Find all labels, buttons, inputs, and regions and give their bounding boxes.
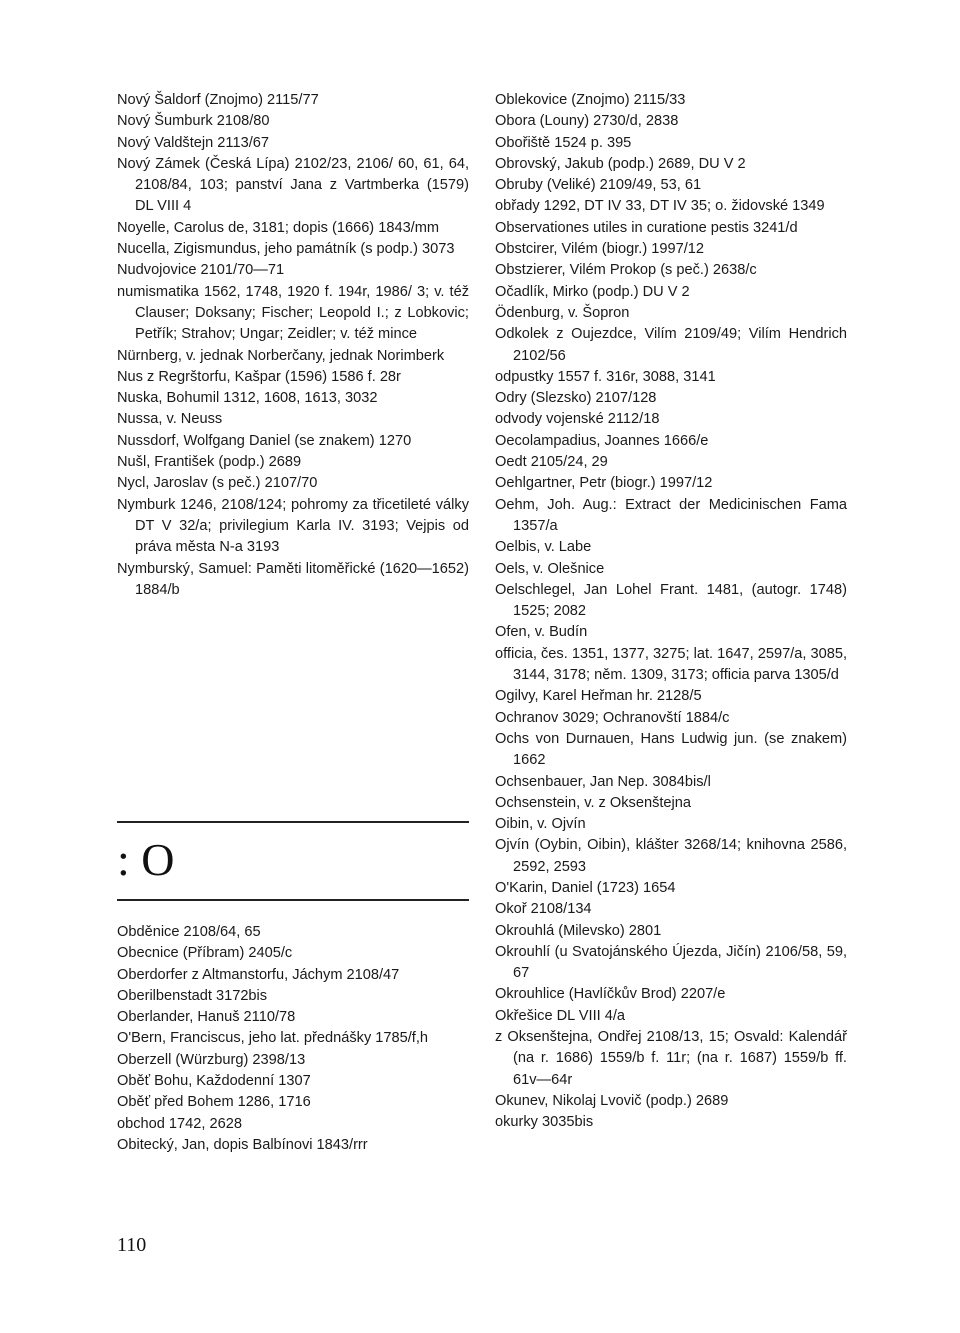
index-entry: Očadlík, Mirko (podp.) DU V 2: [495, 283, 690, 300]
index-entry: Odry (Slezsko) 2107/128: [495, 390, 657, 407]
index-entry: Nussa, v. Neuss: [117, 411, 223, 428]
section-rule-bottom: [117, 899, 469, 901]
index-entry: obchod 1742, 2628: [117, 1115, 242, 1132]
index-entry: Obděnice 2108/64, 65: [117, 924, 261, 940]
index-entry: Ogilvy, Karel Heřman hr. 2128/5: [495, 688, 702, 705]
index-entry: Nus z Regrštorfu, Kašpar (1596) 1586 f. 28r: [117, 368, 401, 385]
index-entry: obřady 1292, DT IV 33, DT IV 35; o. židovské 1349: [495, 198, 825, 215]
index-entry: Okrouhlice (Havlíčkův Brod) 2207/e: [495, 986, 726, 1003]
index-entry: officia, čes. 1351, 1377, 3275; lat. 1647, 2597/a, 3085, 3144, 3178; něm. 1309, 3173; officia parva 1305/d: [495, 645, 847, 684]
index-entry: okurky 3035bis: [495, 1114, 594, 1131]
index-entry: Ochranov 3029; Ochranovští 1884/c: [495, 709, 730, 726]
index-entry: Nový Šumburk 2108/80: [117, 113, 270, 130]
o-section-entries: [117, 922, 469, 1156]
page-number: 110: [117, 1234, 147, 1256]
index-entry: Oels, v. Olešnice: [495, 560, 605, 577]
index-entry: Obořiště 1524 p. 395: [495, 134, 632, 151]
index-entry: Oelschlegel, Jan Lohel Frant. 1481, (autogr. 1748) 1525; 2082: [495, 581, 847, 620]
index-entry: Nymburk 1246, 2108/124; pohromy za třicetileté války DT V 32/a; privilegium Karla IV. 3193; Vejpis od práva města N-a 3193: [117, 496, 469, 556]
index-entry: Okoř 2108/134: [495, 901, 592, 918]
index-entry: Oberzell (Würzburg) 2398/13: [117, 1051, 306, 1068]
index-entry: Ojvín (Oybin, Oibin), klášter 3268/14; knihovna 2586, 2592, 2593: [495, 837, 847, 875]
index-entry: Nový Zámek (Česká Lípa) 2102/23, 2106/ 60, 61, 64, 2108/84, 103; panství Jana z Vartmberka (1579) DL VIII 4: [117, 155, 469, 215]
index-entry: Noyelle, Carolus de, 3181; dopis (1666) 1843/mm: [117, 219, 440, 236]
index-entry: Obora (Louny) 2730/d, 2838: [495, 113, 679, 130]
index-entry: Obstcirer, Vilém (biogr.) 1997/12: [495, 241, 705, 258]
index-entry: Okřešice DL VIII 4/a: [495, 1007, 626, 1024]
index-entry: Odkolek z Oujezdce, Vilím 2109/49; Vilím Hendrich 2102/56: [495, 326, 847, 364]
index-entry: Nudvojovice 2101/70—71: [117, 262, 285, 279]
index-entry: Oehlgartner, Petr (biogr.) 1997/12: [495, 475, 713, 492]
index-entry: Oecolampadius, Joannes 1666/e: [495, 432, 709, 449]
index-entry: Oběť Bohu, Každodenní 1307: [117, 1073, 311, 1090]
index-entry: Ochsenstein, v. z Oksenštejna: [495, 794, 692, 811]
index-entry: Nucella, Zigismundus, jeho památník (s podp.) 3073: [117, 241, 455, 258]
index-entry: Oehm, Joh. Aug.: Extract der Medicinischen Fama 1357/a: [495, 496, 847, 534]
index-entry: Oberlander, Hanuš 2110/78: [117, 1009, 296, 1026]
index-entry: O'Karin, Daniel (1723) 1654: [495, 879, 676, 896]
index-entry: Ochsenbauer, Jan Nep. 3084bis/l: [495, 773, 711, 790]
index-entry: Ödenburg, v. Šopron: [495, 304, 630, 321]
index-entry: Nový Šaldorf (Znojmo) 2115/77: [117, 92, 319, 108]
left-index-column: [117, 90, 469, 601]
index-entry: Oedt 2105/24, 29: [495, 454, 608, 471]
index-entry: Obrovský, Jakub (podp.) 2689, DU V 2: [495, 155, 746, 172]
index-entry: Nycl, Jaroslav (s peč.) 2107/70: [117, 475, 318, 492]
index-entry: Oběť před Bohem 1286, 1716: [117, 1094, 311, 1111]
index-entry: z Oksenštejna, Ondřej 2108/13, 15; Osvald: Kalendář (na r. 1686) 1559/b f. 11r; (na r. 1687) 1559/b ff. 61v—64r: [495, 1029, 847, 1088]
index-entry: Oelbis, v. Labe: [495, 539, 592, 556]
index-entry: Nový Valdštejn 2113/67: [117, 134, 269, 151]
index-entry: Nürnberg, v. jednak Norberčany, jednak Norimberk: [117, 347, 445, 364]
index-entry: Nuska, Bohumil 1312, 1608, 1613, 3032: [117, 390, 378, 407]
index-entry: Okunev, Nikolaj Lvovič (podp.) 2689: [495, 1092, 729, 1109]
index-entry: Okrouhlá (Milevsko) 2801: [495, 922, 662, 939]
index-entry: Nušl, František (podp.) 2689: [117, 454, 302, 471]
index-entry: Okrouhlí (u Svatojánského Újezda, Jičín) 2106/58, 59, 67: [495, 943, 847, 982]
index-entry: Ochs von Durnauen, Hans Ludwig jun. (se znakem) 1662: [495, 730, 847, 769]
index-entry: Nymburský, Samuel: Paměti litoměřické (1620—1652) 1884/b: [117, 560, 469, 598]
index-entry: Nussdorf, Wolfgang Daniel (se znakem) 1270: [117, 432, 412, 449]
section-header-o: [117, 821, 469, 899]
index-entry: odpustky 1557 f. 316r, 3088, 3141: [495, 368, 716, 385]
index-entry: Observationes utiles in curatione pestis 3241/d: [495, 219, 798, 236]
index-entry: Oibin, v. Ojvín: [495, 816, 586, 833]
index-entry: Obitecký, Jan, dopis Balbínovi 1843/rrr: [117, 1136, 368, 1153]
index-entry: Oblekovice (Znojmo) 2115/33: [495, 92, 686, 108]
section-letter: : O: [117, 834, 175, 885]
index-entry: Oberdorfer z Altmanstorfu, Jáchym 2108/47: [117, 966, 400, 983]
index-entry: Obruby (Veliké) 2109/49, 53, 61: [495, 177, 702, 194]
index-entry: O'Bern, Franciscus, jeho lat. přednášky 1785/f,h: [117, 1030, 429, 1047]
index-entry: odvody vojenské 2112/18: [495, 411, 660, 428]
section-rule-top: [117, 821, 469, 823]
right-index-column: [495, 90, 847, 1134]
index-entry: Ofen, v. Budín: [495, 624, 588, 641]
index-entry: Obecnice (Příbram) 2405/c: [117, 945, 293, 962]
index-entry: Oberilbenstadt 3172bis: [117, 987, 268, 1004]
index-entry: numismatika 1562, 1748, 1920 f. 194r, 1986/ 3; v. též Clauser; Doksany; Fischer; Leopold I.; z Lobkovic; Petřík; Strahov; Ungar; Zeidler; v. též mince: [117, 283, 469, 343]
index-entry: Obstzierer, Vilém Prokop (s peč.) 2638/c: [495, 262, 757, 279]
